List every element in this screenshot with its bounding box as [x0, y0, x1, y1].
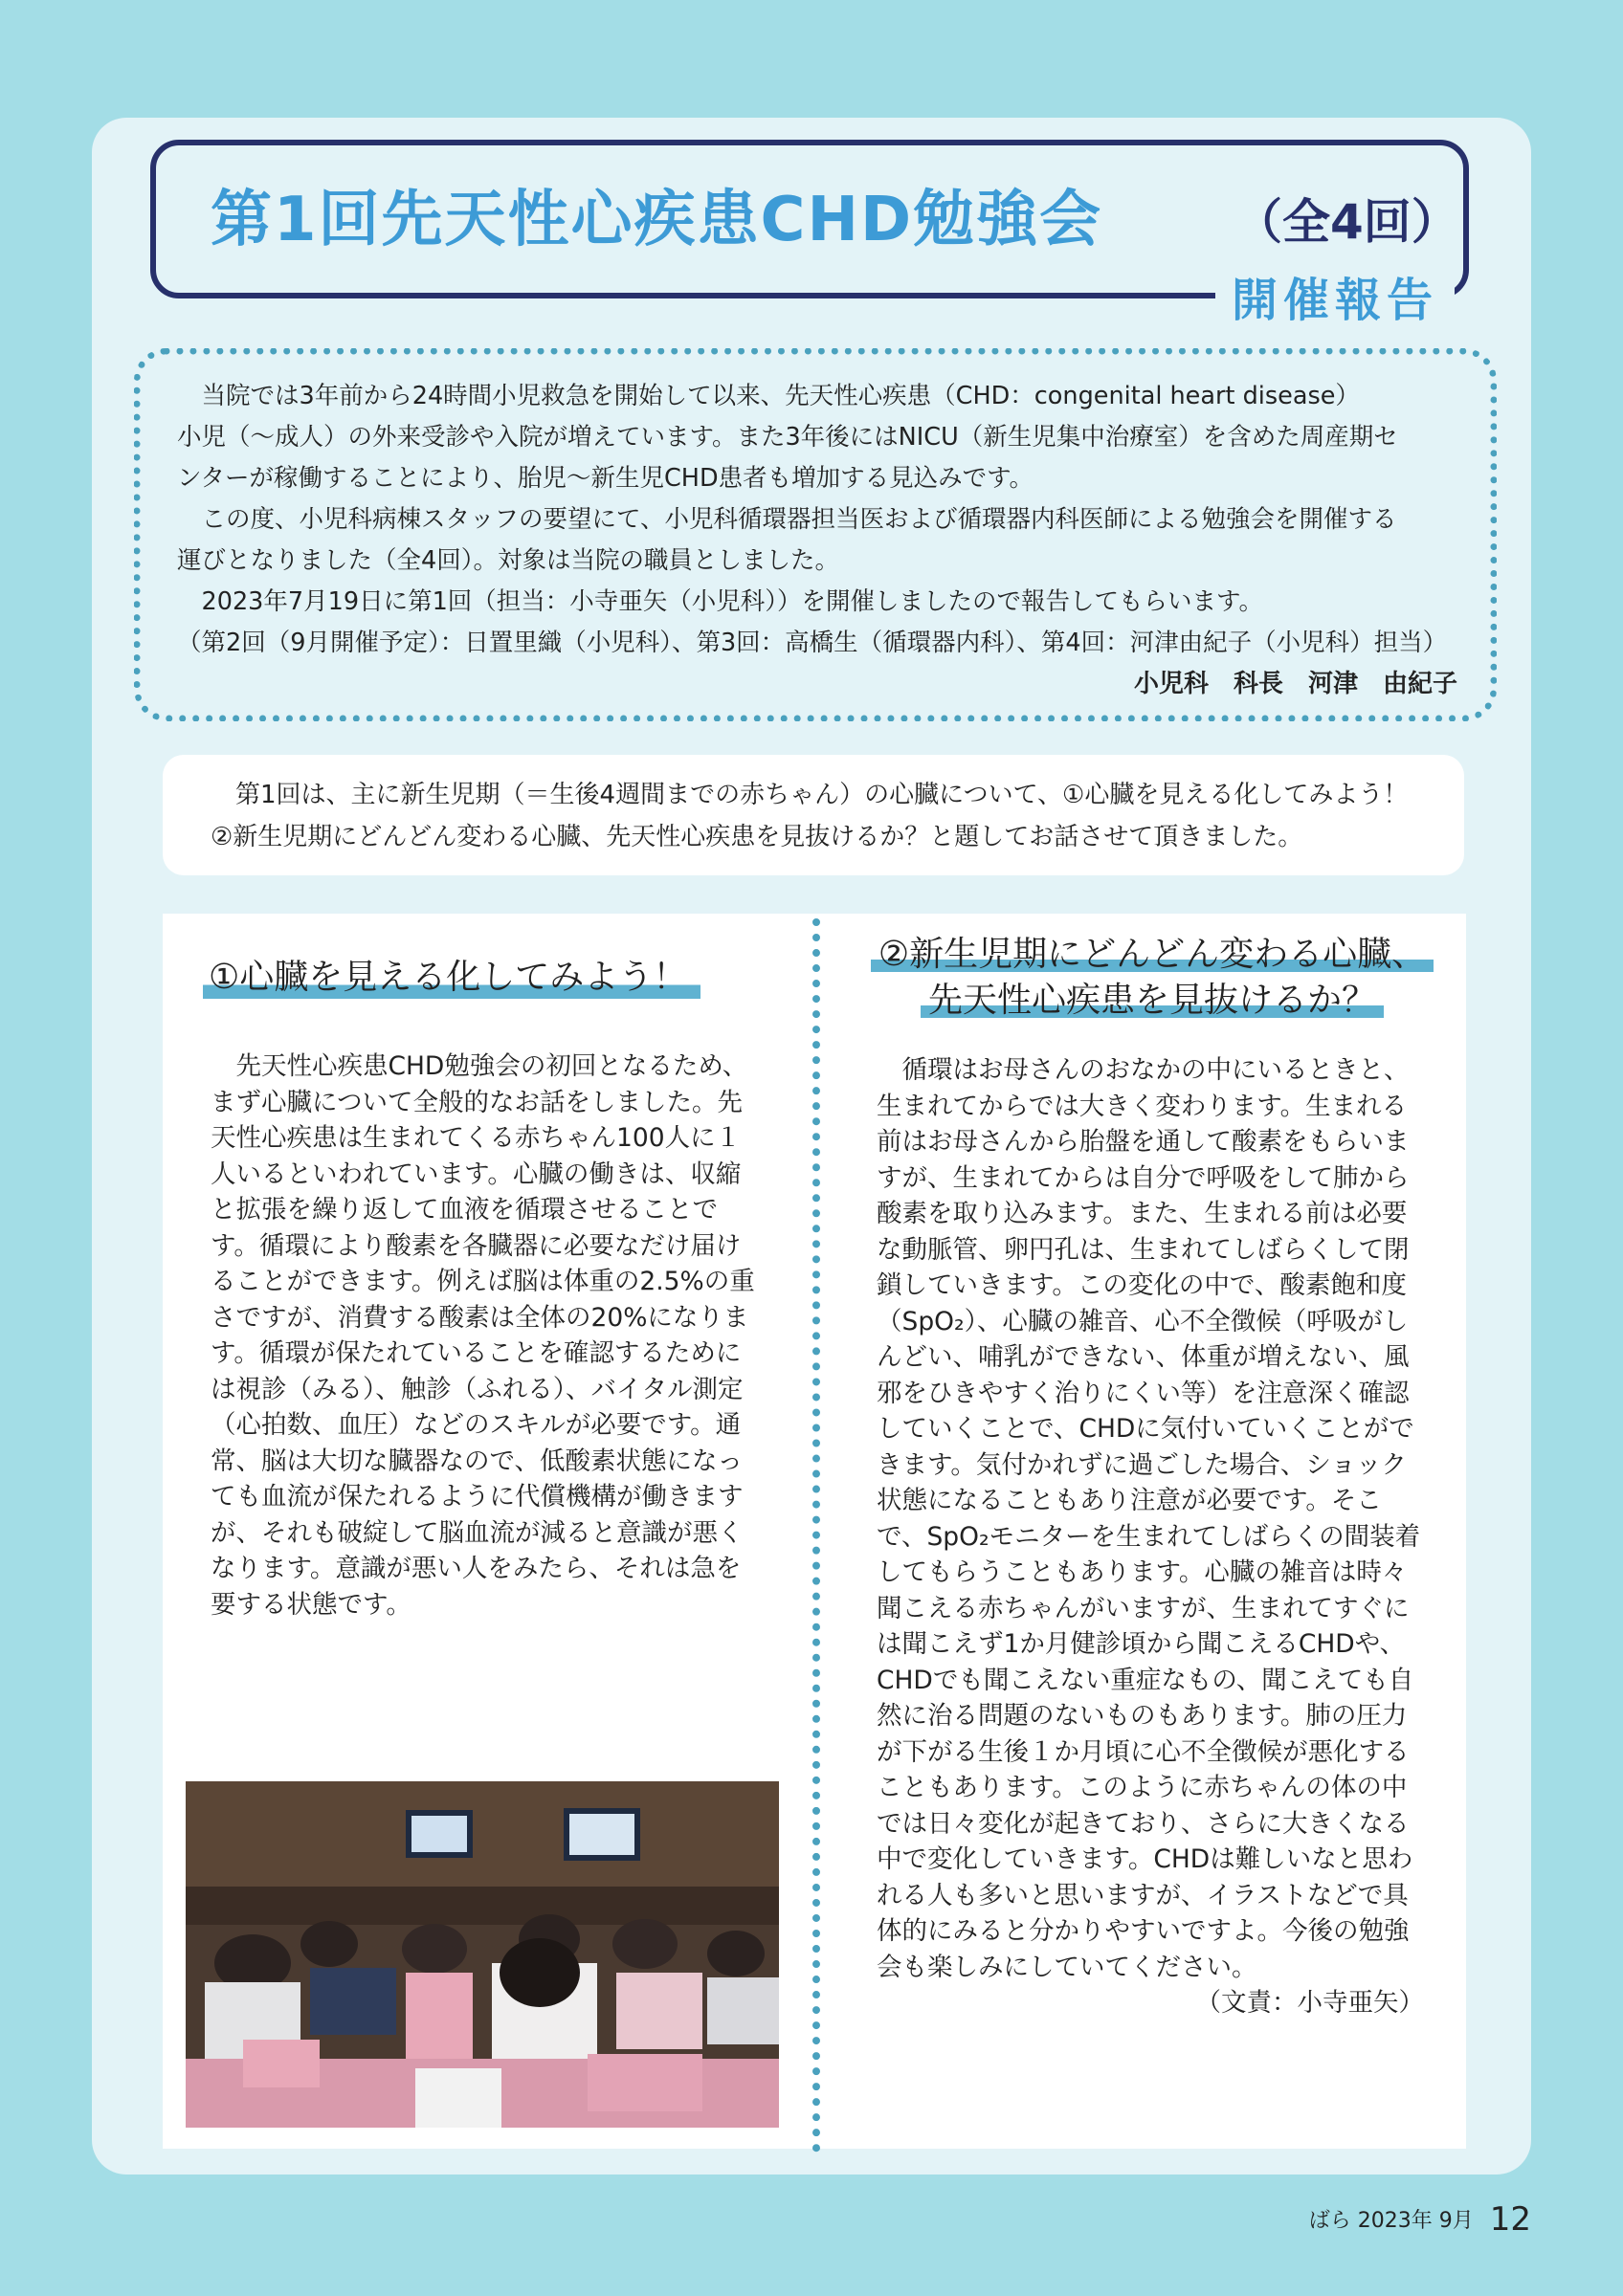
intro-line: 運びとなりました（全4回）。対象は当院の職員としました。 [177, 546, 839, 575]
page-number: 12 [1489, 2200, 1531, 2239]
report-tag: 開催報告 [1215, 270, 1455, 331]
section-body-right [877, 1052, 1424, 2021]
intro-line: 小児（～成人）の外来受診や入院が増えています。また3年後にはNICU（新生児集中治療室）を含めた周産期セ [177, 423, 1398, 452]
intro-box [134, 348, 1497, 721]
section-heading-right [859, 932, 1445, 1024]
summary-line: ②新生児期にどんどん変わる心臓、先天性心疾患を見抜けるか？と題してお話させて頂きました。 [211, 823, 1303, 851]
intro-line: 2023年7月19日に第1回（担当：小寺亜矢（小児科））を開催しましたので報告してもらいます。 [177, 587, 1264, 616]
column-divider [812, 918, 820, 2152]
body-text: 循環はお母さんのおなかの中にいるときと、生まれてからでは大きく変わります。生まれる前はお母さんから胎盤を通して酸素をもらいますが、生まれてからは自分で呼吸をして肺から酸素を取り込みます。また、生まれる前は必要な動脈管、卵円孔は、生まれてしばらくして閉鎖していきます。この変化の中で、酸素飽和度（SpO₂）、心臓の雑音、心不全徴候（呼吸がしんどい、哺乳ができない、体重が増えない、風邪をひきやすく治りにくい等）を注意深く確認していくことで、CHDに気付いていくことができます。気付かれずに過ごした場合、ショック状態になることもあり注意が必要です。そこで、SpO₂モニターを生まれてしばらくの間装着してもらうこともあります。心臓の雑音は時々聞こえる赤ちゃんがいますが、生まれてすぐには聞こえず1か月健診頃から聞こえるCHDや、CHDでも聞こえない重症なもの、聞こえても自然に治る問題のないものもあります。肺の圧力が下がる生後１か月頃に心不全徴候が悪化することもあります。このように赤ちゃんの体の中では日々変化が起きており、さらに大きくなる中で変化していきます。CHDは難しいなと思われる人も多いと思いますが、イラストなどで具体的にみると分かりやすいですよ。今後の勉強会も楽しみにしていてください。 [877, 1055, 1421, 1982]
page-title: 第1回先天性心疾患CHD勉強会 [211, 185, 1103, 255]
intro-line: 当院では3年前から24時間小児救急を開始して以来、先天性心疾患（CHD：congenital heart disease） [177, 382, 1360, 410]
heading-line: 先天性心疾患を見抜けるか？ [921, 978, 1384, 1024]
title-suffix: （全4回） [1234, 194, 1459, 250]
intro-signature: 小児科 科長 河津 由紀子 [1133, 670, 1457, 698]
section-body-left [211, 1049, 766, 1623]
author-credit: （文責：小寺亜矢） [1195, 1988, 1424, 2018]
intro-line: （第2回（9月開催予定）：日置里織（小児科）、第3回：高橋生（循環器内科）、第4回：河津由紀子（小児科）担当） [177, 629, 1448, 657]
seminar-photo [186, 1781, 779, 2128]
section-heading-left: ①心臓を見える化してみよう！ [203, 953, 700, 1006]
intro-line: この度、小児科病棟スタッフの要望にて、小児科循環器担当医および循環器内科医師による勉強会を開催する [177, 505, 1397, 534]
body-text: 先天性心疾患CHD勉強会の初回となるため、まず心臓について全般的なお話をしました。先天性心疾患は生まれてくる赤ちゃん100人に１人いるといわれています。心臓の働きは、収縮と拡張を繰り返して血液を循環させることです。循環により酸素を各臓器に必要なだけ届けることができます。例えば脳は体重の2.5%の重さですが、消費する酸素は全体の20%になります。循環が保たれていることを確認するためには視診（みる）、触診（ふれる）、バイタル測定（心拍数、血圧）などのスキルが必要です。通常、脳は大切な臓器なので、低酸素状態になっても血流が保たれるように代償機構が働きますが、それも破綻して脳血流が減ると意識が悪くなります。意識が悪い人をみたら、それは急を要する状態です。 [211, 1051, 755, 1620]
magazine-name: ばら [1308, 2209, 1351, 2233]
heading-line: ②新生児期にどんどん変わる心臓、 [871, 932, 1434, 978]
summary-line: 第1回は、主に新生児期（＝生後4週間までの赤ちゃん）の心臓について、①心臓を見える化してみよう！ [211, 781, 1409, 809]
page-footer [1309, 2200, 1531, 2239]
intro-line: ンターが稼働することにより、胎児～新生児CHD患者も増加する見込みです。 [177, 464, 1034, 493]
summary-box [163, 755, 1464, 875]
issue-date: 2023年 9月 [1357, 2209, 1474, 2233]
